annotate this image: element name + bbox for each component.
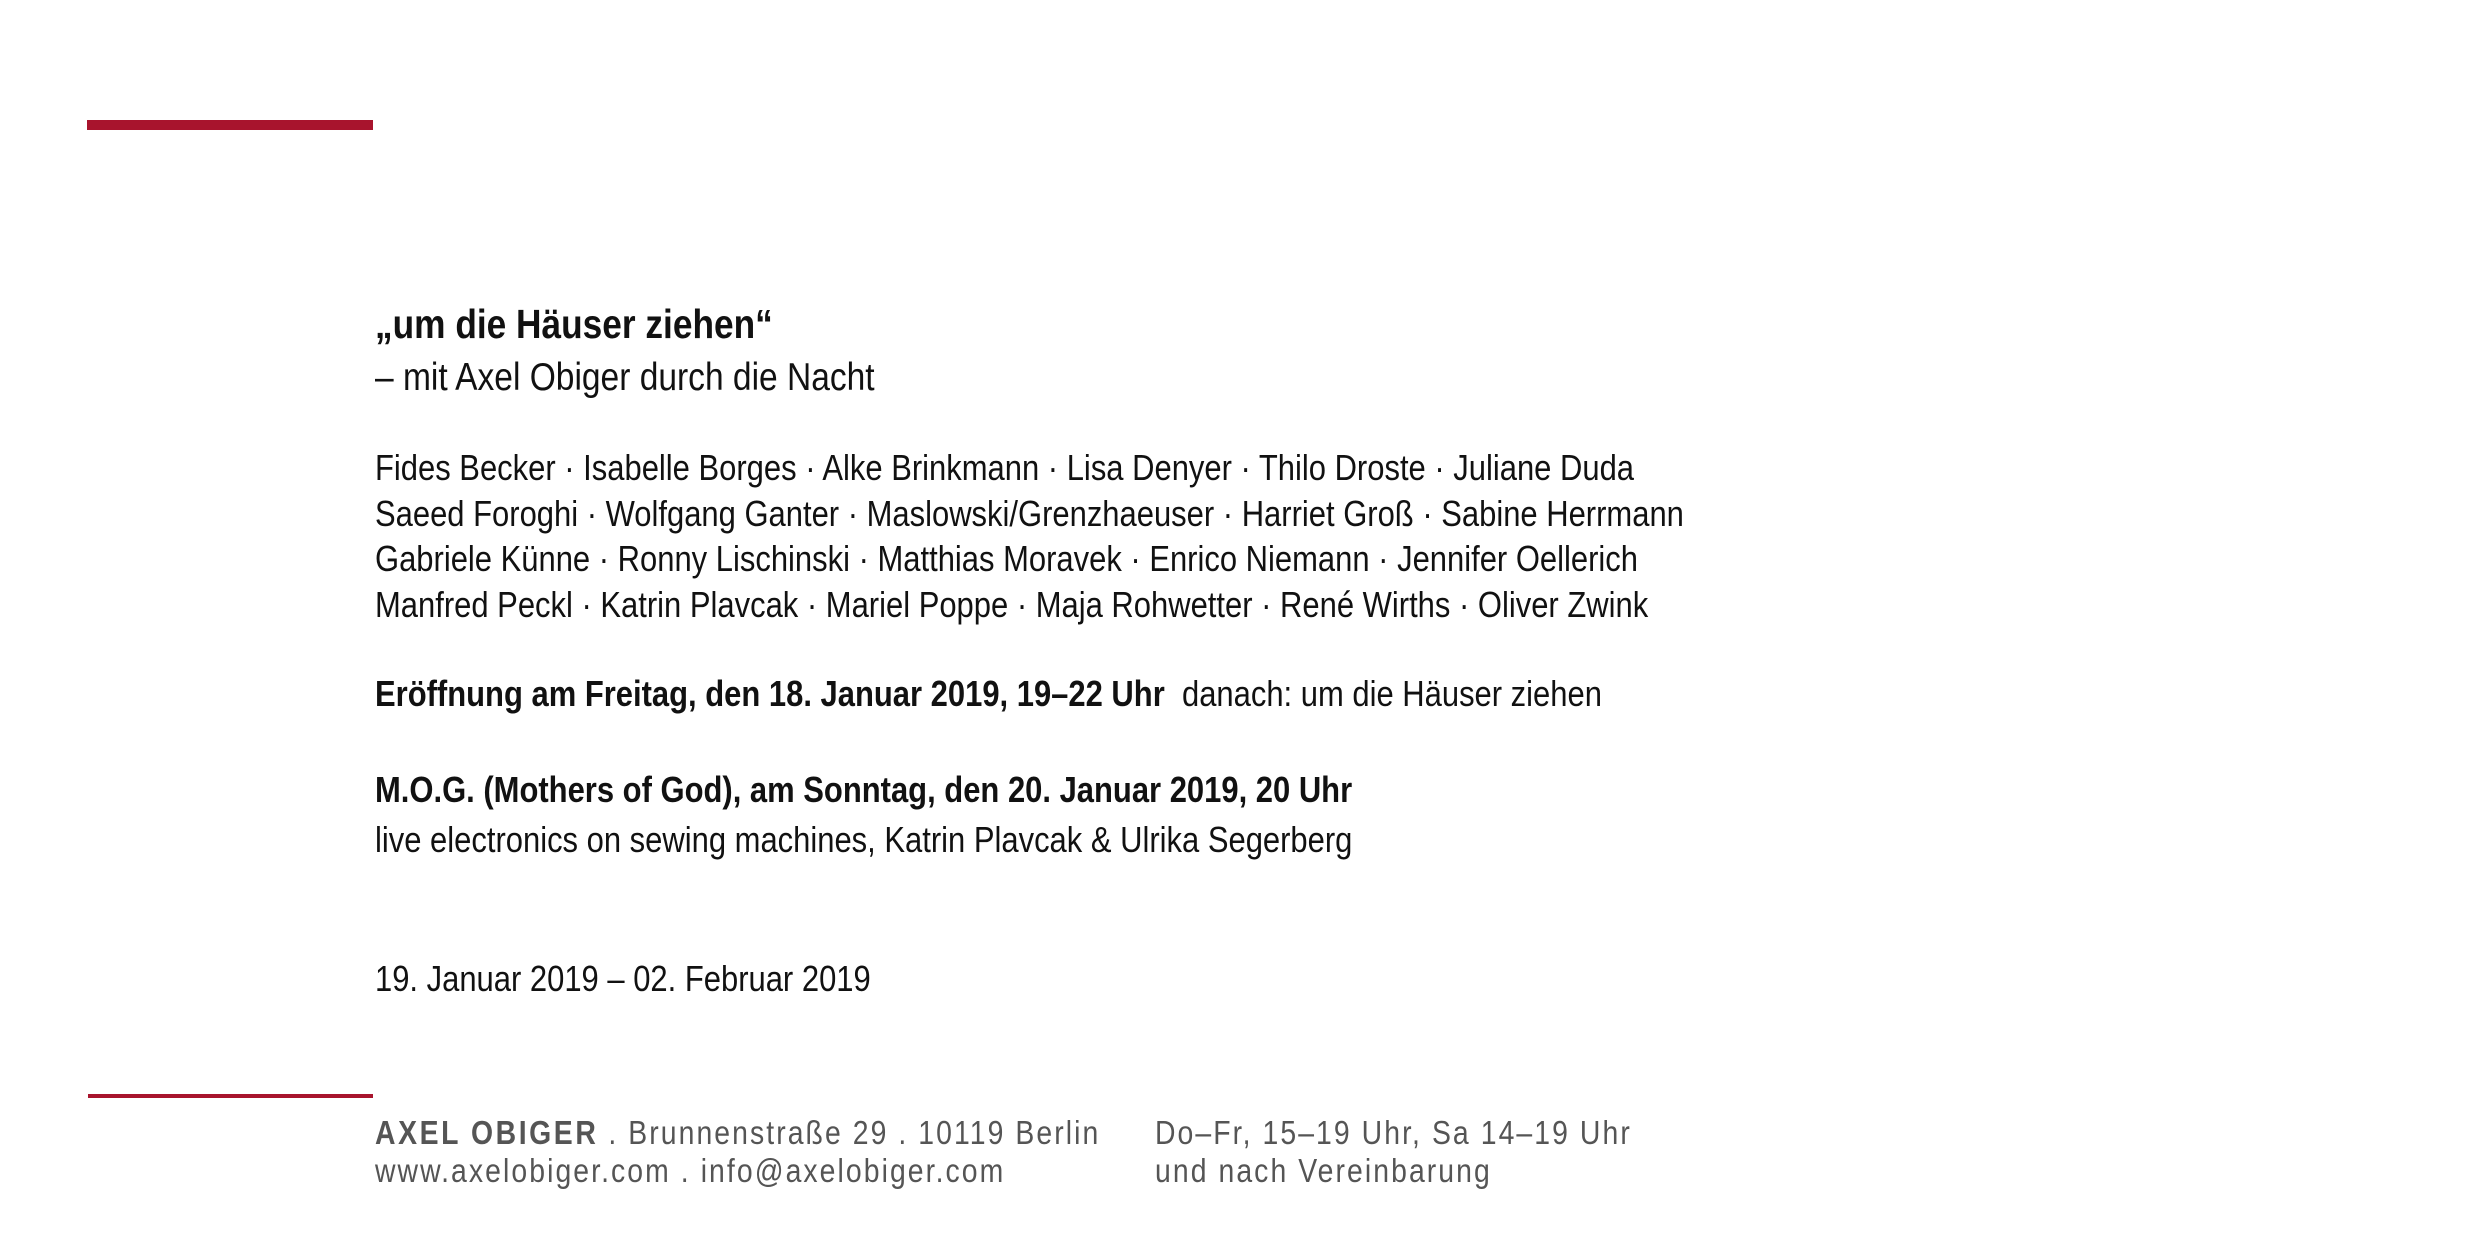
artist-line: Saeed Foroghi · Wolfgang Ganter · Maslowski/Grenzhaeuser · Harriet Groß · Sabine Herrmann	[375, 492, 1684, 534]
performance-title: M.O.G. (Mothers of God), am Sonntag, den 20. Januar 2019, 20 Uhr	[375, 769, 1353, 810]
artist-line: Manfred Peckl · Katrin Plavcak · Mariel Poppe · Maja Rohwetter · René Wirths · Oliver Zwink	[375, 583, 1649, 625]
gallery-address: . Brunnenstraße 29 . 10119 Berlin	[598, 1114, 1101, 1151]
gallery-name: AXEL OBIGER	[375, 1114, 599, 1151]
opening-date: Eröffnung am Freitag, den 18. Januar 2019, 19–22 Uhr	[375, 673, 1165, 714]
exhibition-subtitle: – mit Axel Obiger durch die Nacht	[375, 356, 875, 399]
exhibition-dates: 19. Januar 2019 – 02. Februar 2019	[375, 958, 871, 999]
accent-rule-bottom	[88, 1094, 373, 1098]
opening-hours-line: und nach Vereinbarung	[1155, 1152, 1492, 1189]
opening-info	[375, 670, 1602, 718]
performance-description: live electronics on sewing machines, Katrin Plavcak & Ulrika Segerberg	[375, 819, 1353, 860]
opening-hours	[1155, 1114, 1632, 1190]
gallery-address-line	[375, 1114, 1100, 1152]
artist-list	[375, 445, 1684, 627]
opening-hours-line: Do–Fr, 15–19 Uhr, Sa 14–19 Uhr	[1155, 1114, 1632, 1151]
exhibition-title: „um die Häuser ziehen“	[375, 301, 773, 347]
gallery-web-email: www.axelobiger.com . info@axelobiger.com	[375, 1152, 1006, 1189]
artist-line: Fides Becker · Isabelle Borges · Alke Brinkmann · Lisa Denyer · Thilo Droste · Juliane Duda	[375, 447, 1635, 488]
opening-note: danach: um die Häuser ziehen	[1181, 673, 1602, 714]
gallery-contact	[375, 1114, 1100, 1190]
artist-line: Gabriele Künne · Ronny Lischinski · Matthias Moravek · Enrico Niemann · Jennifer Oellerich	[375, 538, 1639, 579]
accent-rule-top	[87, 120, 373, 130]
